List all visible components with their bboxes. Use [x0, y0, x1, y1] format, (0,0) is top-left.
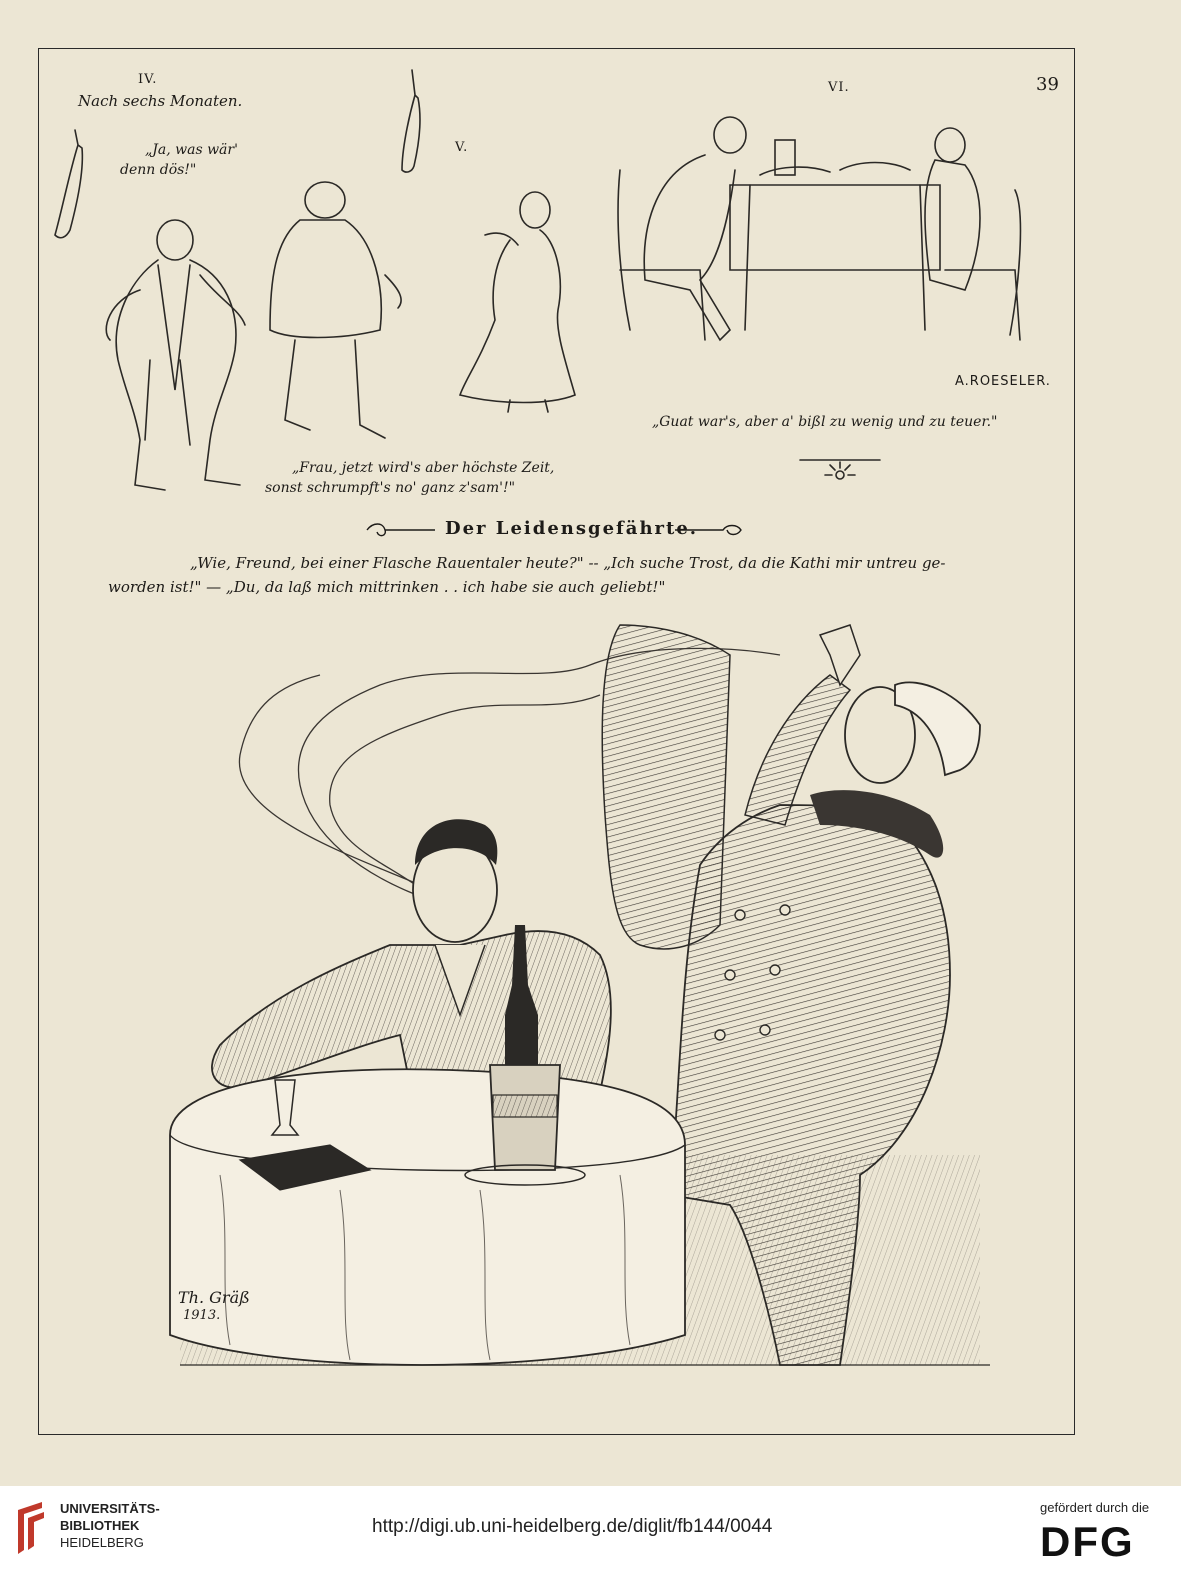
panel-iv-figure: [106, 220, 245, 490]
digitization-footer: [0, 1486, 1181, 1582]
digital-object-url-link[interactable]: http://digi.ub.uni-heidelberg.de/diglit/fb144/0044: [372, 1516, 773, 1537]
page-number: 39: [1036, 74, 1059, 95]
library-name: [60, 1500, 160, 1551]
wine-glass-icon: [820, 625, 860, 685]
sun-ornament-icon: [836, 471, 844, 479]
panel-iv-caption-line1: „Ja, was wär': [145, 142, 238, 158]
left-flourish-icon: [367, 524, 435, 536]
dfg-logo: DFG: [1040, 1518, 1135, 1565]
panel-vi-numeral: VI.: [828, 80, 850, 95]
article-text-line2: worden ist!" — „Du, da laß mich mittrinken . . ich habe sie auch geliebt!": [108, 578, 666, 596]
panel-iv-numeral: IV.: [138, 72, 158, 87]
ub-heidelberg-logo-icon: [14, 1500, 50, 1558]
grätz-signature-line2: 1913.: [183, 1308, 221, 1323]
library-name-line3: HEIDELBERG: [60, 1535, 144, 1550]
grätz-signature-line1: Th. Gräß: [178, 1288, 250, 1307]
panel-v-caption-line1: „Frau, jetzt wird's aber höchste Zeit,: [292, 460, 555, 476]
library-name-line1: UNIVERSITÄTS-: [60, 1501, 160, 1516]
panel-vi-table-scene: [618, 117, 1020, 340]
round-table: [170, 1069, 685, 1365]
panel-v-numeral: V.: [455, 140, 469, 155]
panel-iv-heading: Nach sechs Monaten.: [78, 92, 243, 110]
funded-by-text: gefördert durch die: [1040, 1500, 1150, 1515]
main-illustration: [160, 615, 1010, 1375]
article-title: Der Leidensgefährte.: [445, 518, 699, 539]
library-name-line2: BIBLIOTHEK: [60, 1518, 140, 1533]
panel-vi-caption: „Guat war's, aber a' bißl zu wenig und zu teuer.": [652, 414, 998, 430]
comic-strip-illustrations: [40, 60, 1070, 500]
roeseler-signature: A.ROESELER.: [955, 374, 1051, 389]
panel-v-caption-line2: sonst schrumpft's no' ganz z'sam'!": [265, 480, 516, 496]
panel-v-woman-figure: [460, 192, 575, 412]
panel-v-man-figure: [270, 182, 401, 438]
panel-iv-caption-line2: denn dös!": [120, 162, 197, 178]
sausage-icon-1: [55, 130, 82, 238]
article-text-line1: „Wie, Freund, bei einer Flasche Rauentaler heute?" -- „Ich suche Trost, da die Kathi mir untreu ge-: [190, 554, 946, 572]
sausage-icon-2: [402, 70, 420, 172]
